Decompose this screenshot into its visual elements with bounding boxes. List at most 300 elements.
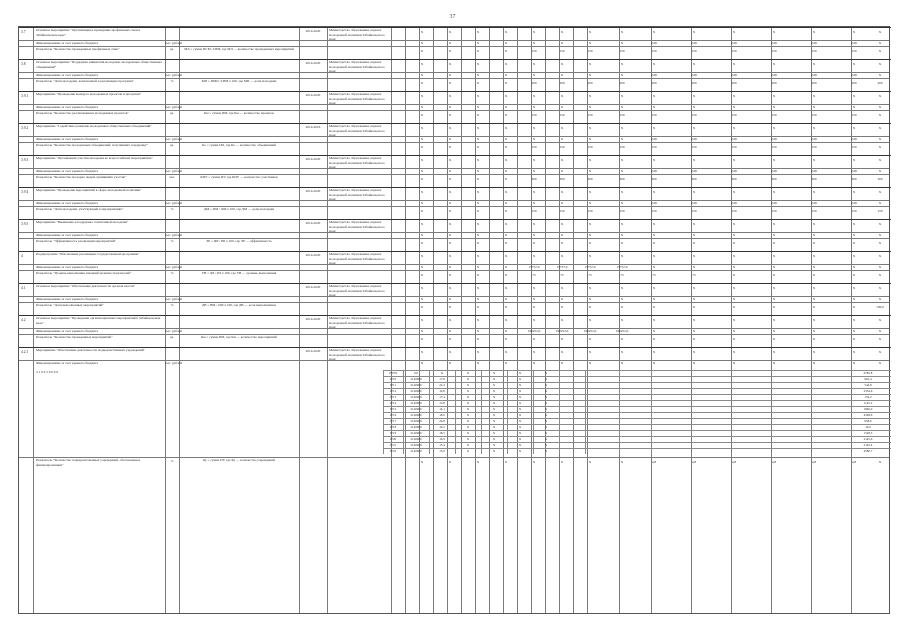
row-value: Х [504, 297, 508, 301]
row-period: 2014-2020 [305, 317, 321, 321]
budget-value: Х [492, 377, 496, 381]
row-value: Х [692, 337, 696, 341]
row-value: Х [420, 329, 424, 333]
bottom-row-value: Х [560, 460, 564, 464]
row-value: Х [772, 361, 776, 365]
row-value: Х [588, 169, 592, 173]
budget-value: 15,0 [439, 449, 445, 453]
row-value: Х [588, 254, 592, 258]
row-value: Х [532, 105, 536, 109]
row-value: Х [772, 233, 776, 237]
row-value: 150 [531, 209, 537, 213]
row-value: Х [588, 62, 592, 66]
budget-code: 0715 [389, 407, 397, 411]
row-value: Х [772, 273, 776, 277]
row-value: Х [588, 201, 592, 205]
row-agency: Министерство образования, науки и молодежной политики Забайкальского края [329, 28, 385, 41]
row-value: Х [878, 233, 882, 237]
row-value: Х [504, 361, 508, 365]
row-value: 150 [559, 113, 565, 117]
row-value: Х [448, 81, 452, 85]
row-value: Х [620, 305, 624, 309]
row-value: 0,00 [731, 41, 737, 45]
budget-right-value: 6785,8 [863, 371, 873, 375]
row-value: 200 [531, 81, 537, 85]
row-value: Х [620, 318, 624, 322]
row-value: Х [772, 329, 776, 333]
row-value: 150 [587, 145, 593, 149]
row-value: Х [772, 190, 776, 194]
row-value: Х [772, 94, 776, 98]
row-value: Х [588, 30, 592, 34]
row-value: 150 [731, 49, 737, 53]
budget-value: 15,4 [439, 443, 445, 447]
budget-value: Х [518, 371, 522, 375]
row-value: Х [732, 286, 736, 290]
row-value: Х [812, 62, 816, 66]
row-unit: % [170, 271, 174, 275]
row-value: Х [420, 30, 424, 34]
budget-value: 17,4 [439, 395, 445, 399]
row-value: Х [504, 201, 508, 205]
budget-value: Х [518, 389, 522, 393]
budget-amount: 2140000 [410, 425, 422, 429]
row-name: Финансирование за счет краевого бюджета [36, 265, 99, 269]
row-value: Х [476, 318, 480, 322]
row-value: Х [732, 337, 736, 341]
row-number: 3.9.5 [21, 222, 29, 226]
row-value: Х [732, 254, 736, 258]
grid-vline [517, 27, 518, 613]
row-value: Х [878, 145, 882, 149]
row-value: 150 [851, 145, 857, 149]
row-value: Х [772, 297, 776, 301]
row-formula: ДВ = ВМ / ОМ х 100, где ДВ — доля выполненных [201, 303, 277, 307]
row-value: 150 [811, 49, 817, 53]
row-value: Х [420, 222, 424, 226]
row-value: Х [588, 361, 592, 365]
row-unit: ед. [169, 111, 175, 115]
row-period: 2014-2020 [305, 93, 321, 97]
budget-amount: 2140000 [410, 377, 422, 381]
row-value: Х [476, 113, 480, 117]
row-value: Х [852, 318, 856, 322]
row-value: 0,00 [851, 201, 857, 205]
budget-vline [559, 370, 560, 454]
row-value: Х [652, 265, 656, 269]
row-value: Х [420, 286, 424, 290]
row-value: Х [448, 169, 452, 173]
row-value: Х [878, 105, 882, 109]
bottom-row-value: Х [620, 460, 624, 464]
row-value: Х [878, 190, 882, 194]
row-value: 150 [587, 209, 593, 213]
row-value: Х [772, 105, 776, 109]
row-value: Х [504, 62, 508, 66]
row-value: Х [448, 105, 452, 109]
row-value: 75 [588, 273, 592, 277]
row-value: Х [692, 105, 696, 109]
row-value: Х [652, 329, 656, 333]
row-value: Х [620, 190, 624, 194]
row-value: Х [652, 105, 656, 109]
row-value: Х [504, 241, 508, 245]
row-name: Финансирование за счет краевого бюджета [36, 297, 99, 301]
budget-value: 13,8 [439, 401, 445, 405]
row-value: Х [732, 94, 736, 98]
row-value: Х [448, 233, 452, 237]
budget-value: Х [544, 443, 548, 447]
row-value: Х [652, 254, 656, 258]
row-value: Х [504, 190, 508, 194]
row-name: Мероприятие "Проведение конкурса молодежных проектов и программ" [36, 92, 142, 96]
row-value: Х [560, 361, 564, 365]
row-value: Х [420, 126, 424, 130]
row-value: Х [812, 361, 816, 365]
row-value: Х [878, 137, 882, 141]
row-value: Х [504, 286, 508, 290]
budget-value: Х [544, 413, 548, 417]
budget-code: 0716 [389, 413, 397, 417]
row-value: Х [504, 273, 508, 277]
budget-value: Х [544, 389, 548, 393]
row-value: 150 [811, 209, 817, 213]
row-value: Х [852, 126, 856, 130]
row-name: Финансирование за счет краевого бюджета [36, 201, 99, 205]
row-value: Х [772, 126, 776, 130]
row-value: Х [448, 62, 452, 66]
row-value: Х [448, 329, 452, 333]
row-value: Х [732, 233, 736, 237]
budget-right-value: 1145,2 [863, 401, 873, 405]
row-agency: Министерство образования, науки и молодежной политики Забайкальского края [329, 220, 385, 233]
row-value: Х [504, 222, 508, 226]
row-value: Х [504, 81, 508, 85]
row-value: Х [504, 209, 508, 213]
row-value: 0,00 [851, 73, 857, 77]
row-value: Х [732, 273, 736, 277]
row-value: 75 [692, 273, 696, 277]
row-value: Х [476, 137, 480, 141]
row-value: Х [620, 337, 624, 341]
row-value: Х [588, 241, 592, 245]
row-value: Х [448, 94, 452, 98]
row-value: 200 [559, 81, 565, 85]
row-value: Х [732, 158, 736, 162]
row-value: Х [420, 49, 424, 53]
row-name: Мероприятие "Организация участия молодежи во всероссийских мероприятиях" [36, 156, 154, 160]
row-number: 4.1 [21, 286, 26, 290]
row-value: Х [504, 49, 508, 53]
row-value: Х [504, 137, 508, 141]
row-value: Х [420, 297, 424, 301]
row-value: 150 [619, 209, 625, 213]
bottom-row-name: Показатель "Количество подведомственных учреждений, обеспеченных финансированием" [36, 458, 141, 467]
program-table [18, 26, 890, 614]
row-number: 3.7 [21, 30, 26, 34]
row-value: Х [878, 297, 882, 301]
row-value: Х [772, 254, 776, 258]
row-value: Х [504, 337, 508, 341]
row-value: Х [852, 361, 856, 365]
row-value: Х [878, 94, 882, 98]
row-formula: ЭР = ФР / ПР х 100, где ЭР — эффективность [206, 239, 272, 243]
budget-right-value: 1840,0 [863, 407, 873, 411]
row-value: Х [476, 222, 480, 226]
row-period: 2014-2020 [305, 189, 321, 193]
row-value: 0,00 [771, 41, 777, 45]
row-value: 200 [619, 81, 625, 85]
budget-value: Х [466, 389, 470, 393]
row-value: Х [532, 305, 536, 309]
row-number: 4.2 [21, 318, 26, 322]
budget-code: 07079 [389, 371, 397, 375]
budget-code: 0713 [389, 395, 397, 399]
row-name: Показатель "Доля молодежи, вовлеченной в реализацию программ" [36, 79, 134, 83]
row-unit: ед. [169, 335, 175, 339]
row-value: 150 [771, 113, 777, 117]
budget-value: Х [466, 395, 470, 399]
row-value: Х [532, 350, 536, 354]
row-value: Х [852, 158, 856, 162]
row-value: Х [588, 94, 592, 98]
row-value: Х [732, 241, 736, 245]
row-value: Х [532, 337, 536, 341]
row-value: Х [852, 337, 856, 341]
row-value: Х [652, 318, 656, 322]
row-value: Х [772, 158, 776, 162]
row-value: 0,00 [771, 137, 777, 141]
budget-code: 0718 [389, 425, 397, 429]
bottom-row-value: 4,8 [691, 460, 697, 464]
row-value: Х [812, 233, 816, 237]
row-name: Финансирование за счет краевого бюджета [36, 329, 99, 333]
bottom-row-value: 4,8 [811, 460, 817, 464]
budget-value: Х [544, 377, 548, 381]
grid-vline [489, 27, 490, 613]
budget-value: Х [492, 401, 496, 405]
row-period: 2014-2020 [305, 253, 321, 257]
bottom-row-value: 4,8 [651, 460, 657, 464]
row-value: Х [878, 318, 882, 322]
row-value: Х [476, 145, 480, 149]
row-value: Х [812, 297, 816, 301]
row-value: Х [588, 126, 592, 130]
row-value: Х [476, 169, 480, 173]
budget-code: 0717 [389, 419, 397, 423]
row-agency: Министерство образования, науки и молодежной политики Забайкальского края [329, 316, 385, 329]
row-value: Х [532, 241, 536, 245]
row-name: Основное мероприятие "Организация и проведение профильных смен в Забайкальском крае" [36, 28, 141, 37]
row-value: Х [812, 126, 816, 130]
budget-amount: 2140000 [410, 449, 422, 453]
row-value: Х [420, 273, 424, 277]
row-value: Х [812, 222, 816, 226]
row-value: Х [476, 177, 480, 181]
row-value: Х [812, 329, 816, 333]
row-value: 300 [771, 177, 777, 181]
budget-value: Х [492, 389, 496, 393]
budget-amount: 2140000 [410, 431, 422, 435]
row-value: Х [878, 350, 882, 354]
row-value: Х [588, 105, 592, 109]
row-value: Х [476, 81, 480, 85]
row-value: Х [878, 30, 882, 34]
budget-vline [507, 370, 508, 454]
budget-value: 14,1 [439, 407, 445, 411]
row-value: 150 [731, 145, 737, 149]
row-value: Х [420, 145, 424, 149]
row-value: Х [420, 113, 424, 117]
budget-value: 18,5 [439, 431, 445, 435]
budget-value: Х [466, 383, 470, 387]
row-value: Х [504, 126, 508, 130]
budget-amount: 2140000 [410, 395, 422, 399]
row-value: 200 [851, 81, 857, 85]
row-name: Мероприятие "Проведение мероприятий в сфере молодежной политики" [36, 188, 142, 192]
row-value: Х [812, 105, 816, 109]
budget-value: Х [440, 371, 444, 375]
row-value: 300 [559, 177, 565, 181]
row-value: Х [420, 94, 424, 98]
row-value: Х [772, 337, 776, 341]
row-value: Х [692, 222, 696, 226]
row-value: Х [448, 361, 452, 365]
row-value: Х [878, 41, 882, 45]
row-value: Х [504, 350, 508, 354]
budget-value: Х [492, 407, 496, 411]
row-unit: ед. [169, 47, 175, 51]
row-name: Показатель "Количество реализованных молодежных проектов" [36, 111, 129, 115]
row-value: 200 [587, 81, 593, 85]
budget-right-value: 958,6 [864, 419, 872, 423]
row-value: Х [652, 126, 656, 130]
row-value: Х [692, 350, 696, 354]
row-value: 200 [877, 81, 883, 85]
row-name: Основное мероприятие "Поддержка инициатив молодежи, молодежных общественных объединений" [36, 60, 162, 69]
row-value: Х [448, 73, 452, 77]
row-value: Х [732, 126, 736, 130]
row-agency: Министерство образования, науки и молодежной политики Забайкальского края [329, 188, 385, 201]
row-formula: МЛ = сумма ПСМ / ПЗМ, где МЛ — количество проведенных мероприятий [184, 47, 294, 51]
row-value: 150 [559, 49, 565, 53]
row-value: 300 [651, 177, 657, 181]
grid-vline [179, 27, 180, 613]
row-value: Х [878, 158, 882, 162]
row-agency: Министерство образования, науки и молодежной политики Забайкальского края [329, 92, 385, 105]
row-value: Х [878, 113, 882, 117]
row-value: 0,00 [771, 201, 777, 205]
budget-vline [481, 370, 482, 454]
budget-amount: 2140000 [410, 413, 422, 417]
row-value: Х [852, 350, 856, 354]
row-value: Х [878, 273, 882, 277]
row-value: Х [420, 318, 424, 322]
row-name: Финансирование за счет краевого бюджета [36, 105, 99, 109]
row-value: Х [652, 297, 656, 301]
row-unit: ед. [169, 143, 175, 147]
row-number: 3.9.2 [21, 126, 29, 130]
row-value: Х [878, 222, 882, 226]
row-value: 150 [651, 49, 657, 53]
row-value: 300 [691, 177, 697, 181]
row-value: Х [476, 305, 480, 309]
row-value: Х [692, 254, 696, 258]
row-value: Х [812, 190, 816, 194]
row-value: Х [420, 233, 424, 237]
grid-vline [405, 27, 406, 613]
row-value: Х [878, 265, 882, 269]
budget-value: Х [466, 407, 470, 411]
budget-value: 17,8 [439, 377, 445, 381]
budget-value: Х [518, 413, 522, 417]
budget-right-value: 962,4 [864, 377, 872, 381]
row-value: Х [588, 350, 592, 354]
row-value: Х [448, 145, 452, 149]
row-value: Х [560, 30, 564, 34]
row-value: Х [560, 126, 564, 130]
row-value: Х [560, 350, 564, 354]
budget-code: 0720 [389, 437, 397, 441]
row-value: Х [620, 297, 624, 301]
row-value: Х [692, 190, 696, 194]
row-value: Х [476, 254, 480, 258]
row-value: Х [652, 305, 656, 309]
row-value: Х [448, 113, 452, 117]
budget-value: Х [544, 437, 548, 441]
budget-amount: 2140000 [410, 419, 422, 423]
budget-vline [455, 370, 456, 454]
row-value: Х [652, 62, 656, 66]
row-name: Показатель "Количество молодежных объединений, получивших поддержку" [36, 143, 148, 147]
row-period: 2014-2020 [305, 157, 321, 161]
row-value: Х [420, 254, 424, 258]
row-value: Х [852, 30, 856, 34]
row-value: Х [878, 241, 882, 245]
row-value: 0,00 [651, 169, 657, 173]
row-value: Х [652, 361, 656, 365]
row-value: Х [852, 222, 856, 226]
row-value: Х [852, 233, 856, 237]
row-value: Х [588, 41, 592, 45]
budget-value: Х [518, 377, 522, 381]
budget-value: Х [518, 407, 522, 411]
bottom-row-value: Х [504, 460, 508, 464]
row-name: Показатель "Доля молодежи, участвующей в мероприятиях" [36, 207, 124, 211]
row-value: Х [448, 297, 452, 301]
row-value: Х [588, 137, 592, 141]
row-value: 0,00 [691, 201, 697, 205]
row-value: Х [420, 190, 424, 194]
row-value: 0,00 [811, 169, 817, 173]
row-value: Х [560, 254, 564, 258]
row-value: Х [852, 105, 856, 109]
row-value: Х [852, 190, 856, 194]
row-value: 150 [531, 49, 537, 53]
row-value: Х [532, 126, 536, 130]
row-value: Х [732, 329, 736, 333]
row-name: Финансирование за счет краевого бюджета [36, 361, 99, 365]
row-value: Х [532, 94, 536, 98]
row-value: Х [588, 318, 592, 322]
row-value: Х [560, 190, 564, 194]
row-value: Х [652, 337, 656, 341]
budget-amount: 2140000 [410, 437, 422, 441]
row-value: Х [476, 297, 480, 301]
grid-vline [433, 27, 434, 613]
budget-value: Х [492, 437, 496, 441]
bottom-row-value: 4,8 [731, 460, 737, 464]
